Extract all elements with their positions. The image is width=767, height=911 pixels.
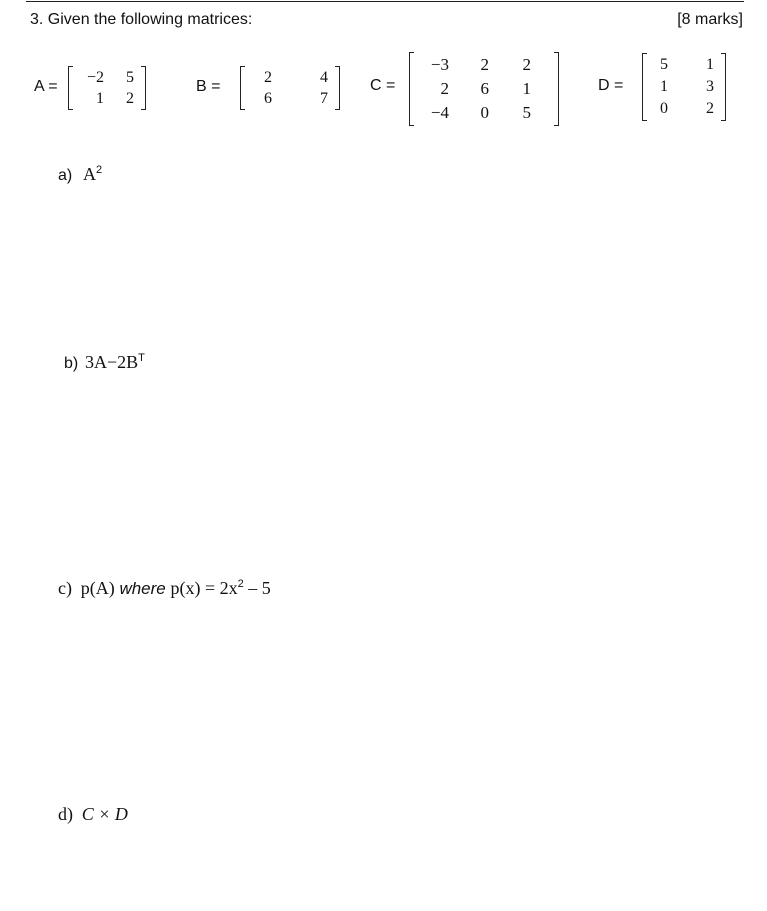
matrix-d-cell: 0 bbox=[660, 100, 668, 117]
part-b-letter: b) bbox=[64, 355, 79, 372]
part-b bbox=[64, 352, 145, 373]
matrix-c-label: C = bbox=[370, 77, 396, 94]
part-c-sup: 2 bbox=[237, 578, 244, 590]
part-c-rhs-post: – 5 bbox=[243, 578, 271, 598]
matrix-d-cell: 5 bbox=[660, 56, 668, 73]
matrix-b bbox=[248, 66, 332, 110]
matrix-a bbox=[76, 66, 138, 110]
matrix-d-label: D = bbox=[598, 77, 624, 94]
matrix-d bbox=[650, 53, 718, 121]
part-a-sup: 2 bbox=[95, 164, 103, 176]
matrix-b-cell: 7 bbox=[320, 90, 328, 107]
matrix-c-cell: 2 bbox=[440, 79, 449, 98]
matrix-c-cell: −4 bbox=[430, 103, 449, 122]
part-a-letter: a) bbox=[58, 167, 73, 184]
part-c bbox=[58, 578, 271, 599]
matrix-b-cell: 6 bbox=[264, 90, 272, 107]
matrix-c-cell: −3 bbox=[430, 55, 449, 74]
part-c-rhs-pre: p(x) = 2x bbox=[170, 578, 238, 598]
matrix-c-cell: 5 bbox=[522, 103, 531, 122]
matrix-c-cell: 6 bbox=[480, 79, 489, 98]
matrix-c bbox=[417, 52, 551, 126]
matrix-d-cell: 1 bbox=[706, 56, 714, 73]
matrix-a-label: A = bbox=[34, 78, 58, 95]
matrix-b-cell: 4 bbox=[320, 69, 328, 86]
part-a bbox=[58, 164, 102, 185]
question-title: 3. Given the following matrices: bbox=[30, 11, 253, 28]
matrix-d-cell: 2 bbox=[706, 100, 714, 117]
matrix-a-cell: 1 bbox=[96, 90, 104, 107]
part-c-where: where bbox=[119, 579, 166, 598]
part-b-sup: T bbox=[138, 352, 145, 364]
matrix-a-cell: −2 bbox=[86, 69, 104, 86]
part-c-lhs: p(A) bbox=[80, 578, 115, 598]
matrix-c-cell: 2 bbox=[522, 55, 531, 74]
matrix-c-cell: 0 bbox=[480, 103, 489, 122]
part-b-base: 3A−2B bbox=[84, 352, 139, 372]
part-c-letter: c) bbox=[58, 578, 72, 598]
matrix-a-cell: 5 bbox=[126, 69, 134, 86]
matrix-b-label: B = bbox=[196, 78, 221, 95]
part-d-base: C × D bbox=[81, 804, 128, 824]
top-rule bbox=[26, 1, 744, 2]
matrix-d-cell: 1 bbox=[660, 78, 668, 95]
part-d bbox=[58, 804, 128, 825]
matrix-c-cell: 2 bbox=[480, 55, 489, 74]
marks-label: [8 marks] bbox=[677, 11, 743, 28]
part-d-letter: d) bbox=[58, 804, 73, 824]
matrix-c-cell: 1 bbox=[522, 79, 531, 98]
part-a-base: A bbox=[82, 164, 96, 184]
matrix-a-cell: 2 bbox=[126, 90, 134, 107]
matrix-d-cell: 3 bbox=[706, 78, 714, 95]
matrix-b-cell: 2 bbox=[264, 69, 272, 86]
